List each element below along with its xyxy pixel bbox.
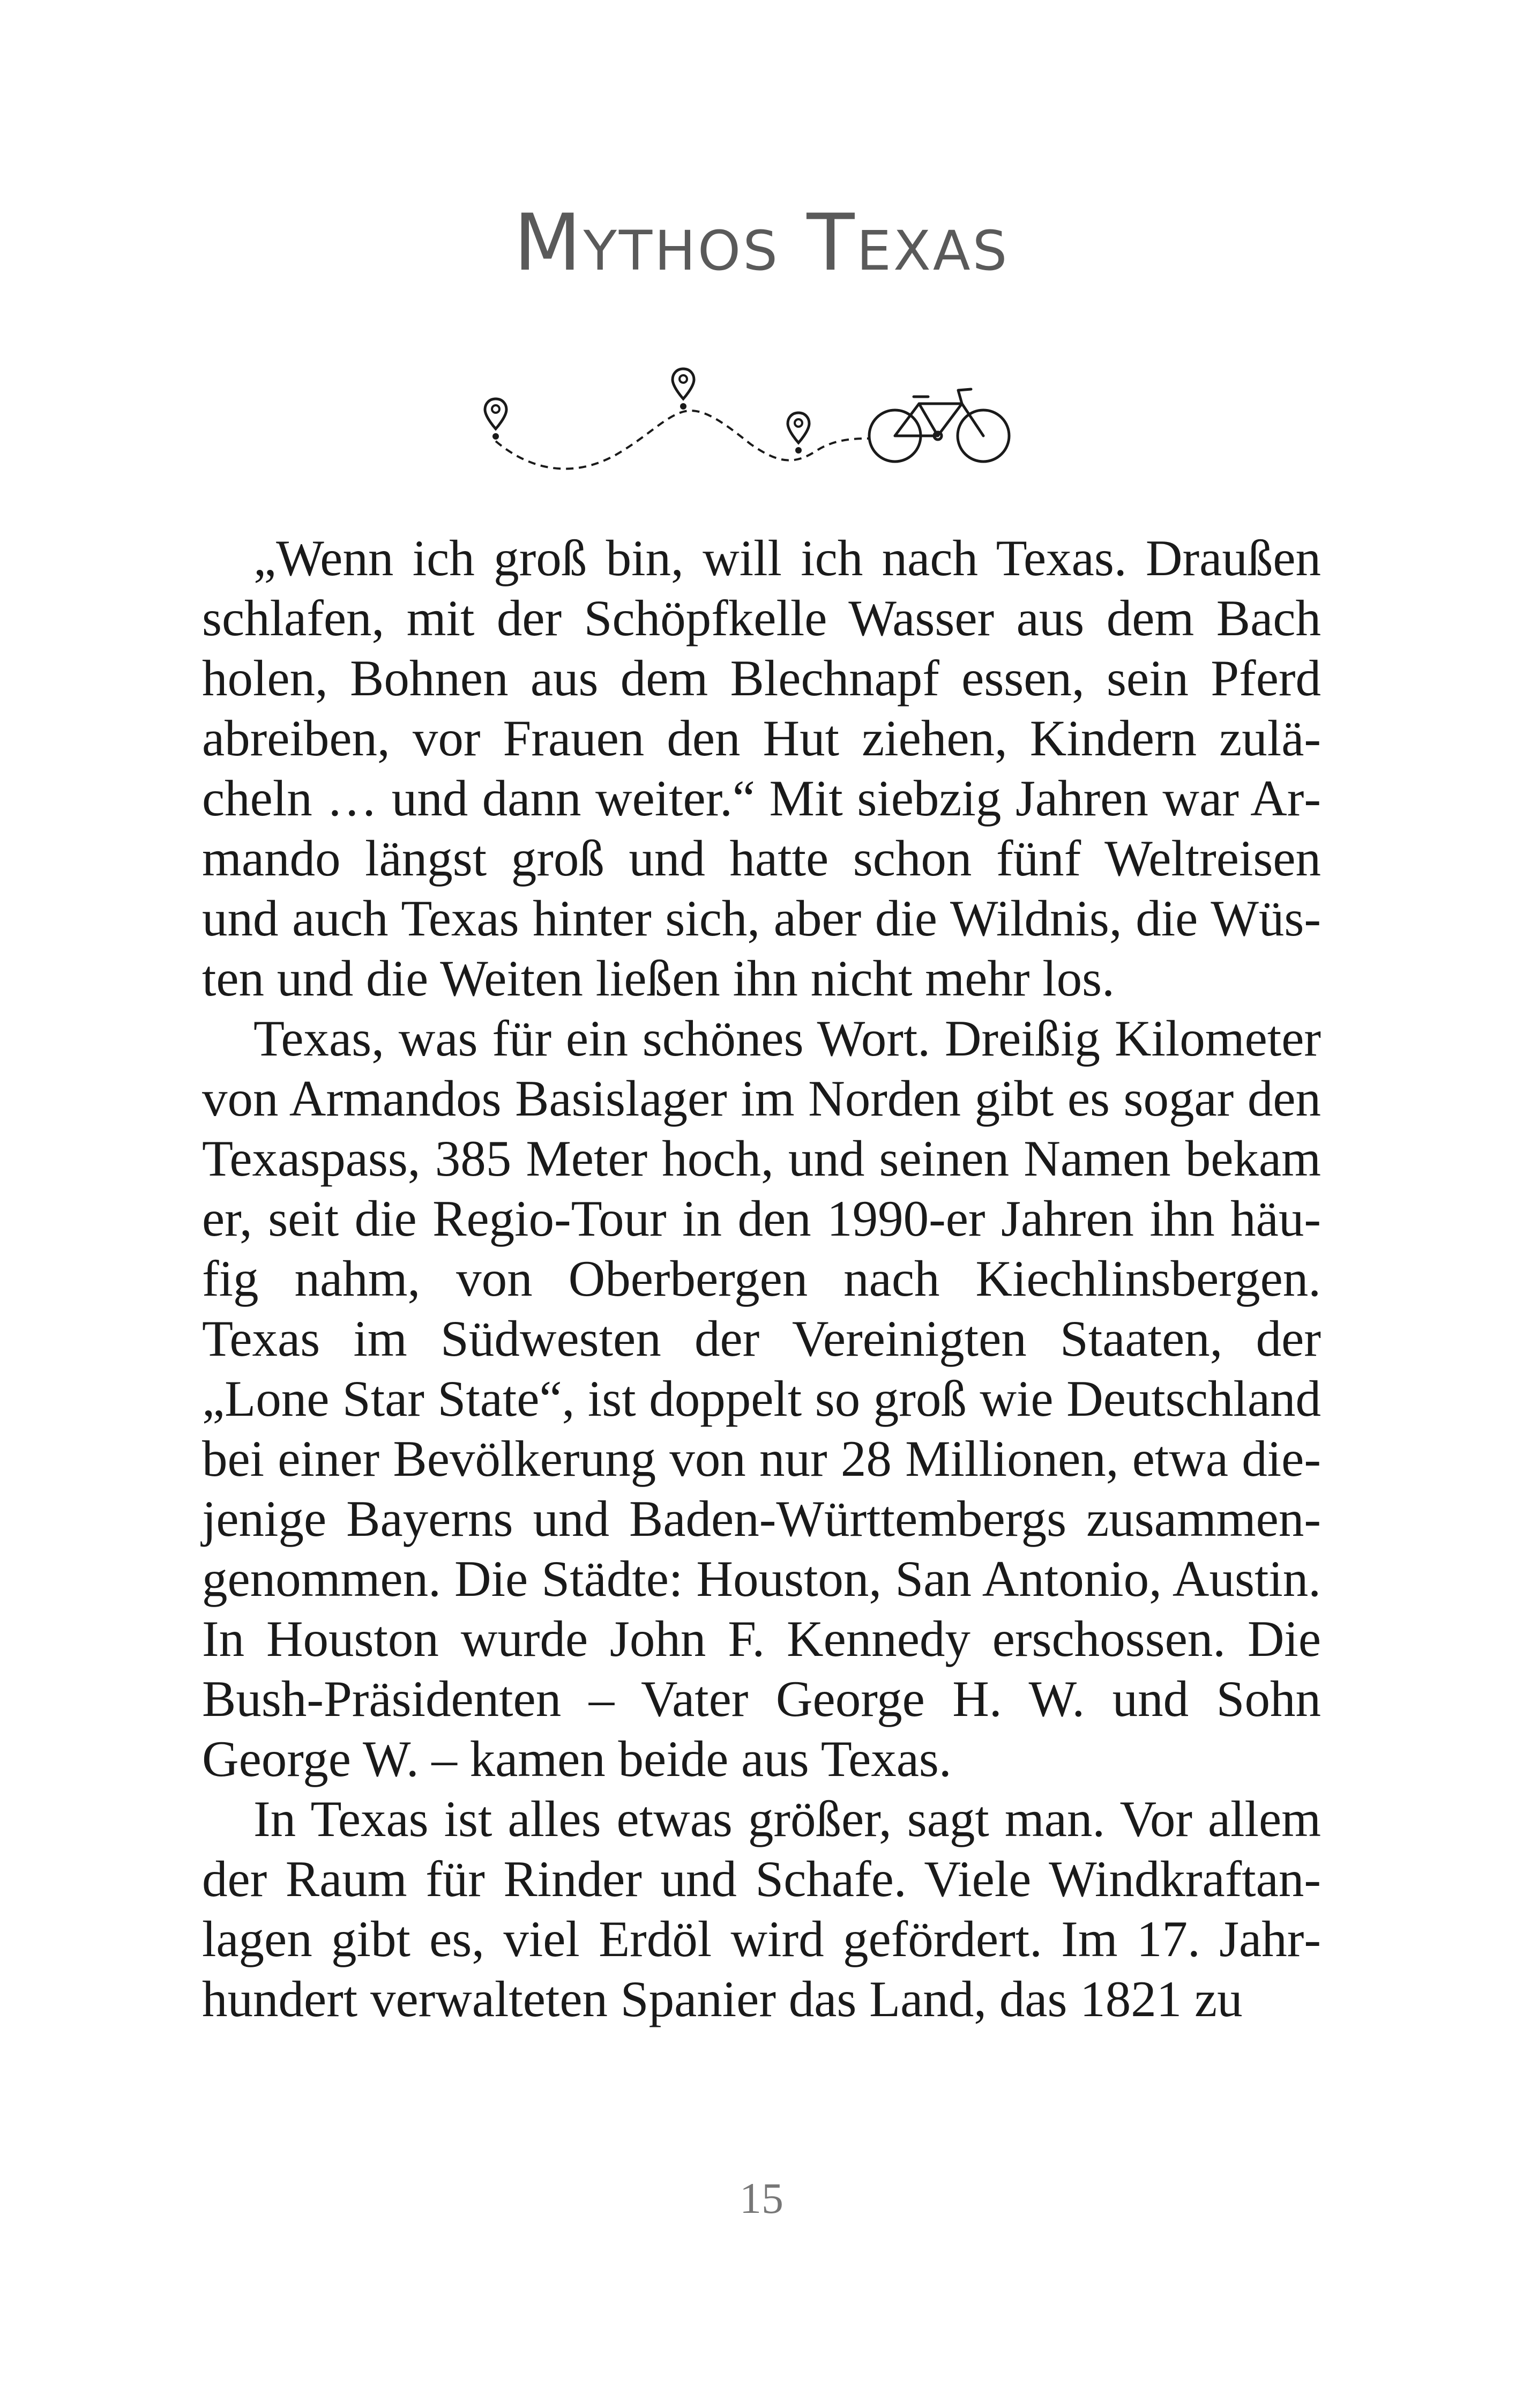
map-pin-icon — [673, 369, 694, 410]
bicycle-icon — [869, 389, 1009, 462]
paragraph: „Wenn ich groß bin, will ich nach Texas. Draußen schlafen, mit der Schöpfkelle Wasser aus dem Bach holen, Bohnen aus dem Blechnapf essen, sein Pferd abreiben, vor Frauen den Hut ziehen, Kindern zulächeln … und dann weiter.“ Mit siebzig Jahren war Armando längst groß und hatte schon fünf Weltreisen und auch Texas hinter sich, aber die Wildnis, die Wüsten und die Weiten ließen ihn nicht mehr los. — [202, 530, 1321, 1007]
map-pin-icon — [788, 413, 809, 454]
paragraph: In Texas ist alles etwas größer, sagt man. Vor allem der Raum für Rinder und Schafe. Viele Windkraftanlagen gibt es, viel Erdöl wird gefördert. Im 17. Jahrhundert verwalteten Spanier das Land, das 1821 zu — [202, 1790, 1321, 2027]
route-ornament — [472, 363, 1040, 492]
page-number: 15 — [740, 2174, 783, 2223]
dashed-route — [496, 411, 868, 469]
paragraph: Texas, was für ein schönes Wort. Dreißig Kilometer von Armandos Basislager im Norden gibt es sogar den Texaspass, 385 Meter hoch, und seinen Namen bekam er, seit die Regio-Tour in den 1990-er Jahren ihn häufig nahm, von Oberbergen nach Kiechlinsbergen. Texas im Südwesten der Vereinigten Staaten, der „Lone Star State“, ist doppelt so groß wie Deutschland bei einer Bevölkerung von nur 28 Millionen, etwa diejenige Bayerns und Baden-Württembergs zusammengenommen. Die Städte: Houston, San Antonio, Austin. In Houston wurde John F. Kennedy erschossen. Die Bush-Präsidenten – Vater George H. W. und Sohn George W. – kamen beide aus Texas. — [202, 1010, 1321, 1787]
body-text — [202, 528, 1321, 2029]
page-title: Mythos Texas — [513, 197, 1010, 288]
map-pin-icon — [485, 399, 506, 440]
